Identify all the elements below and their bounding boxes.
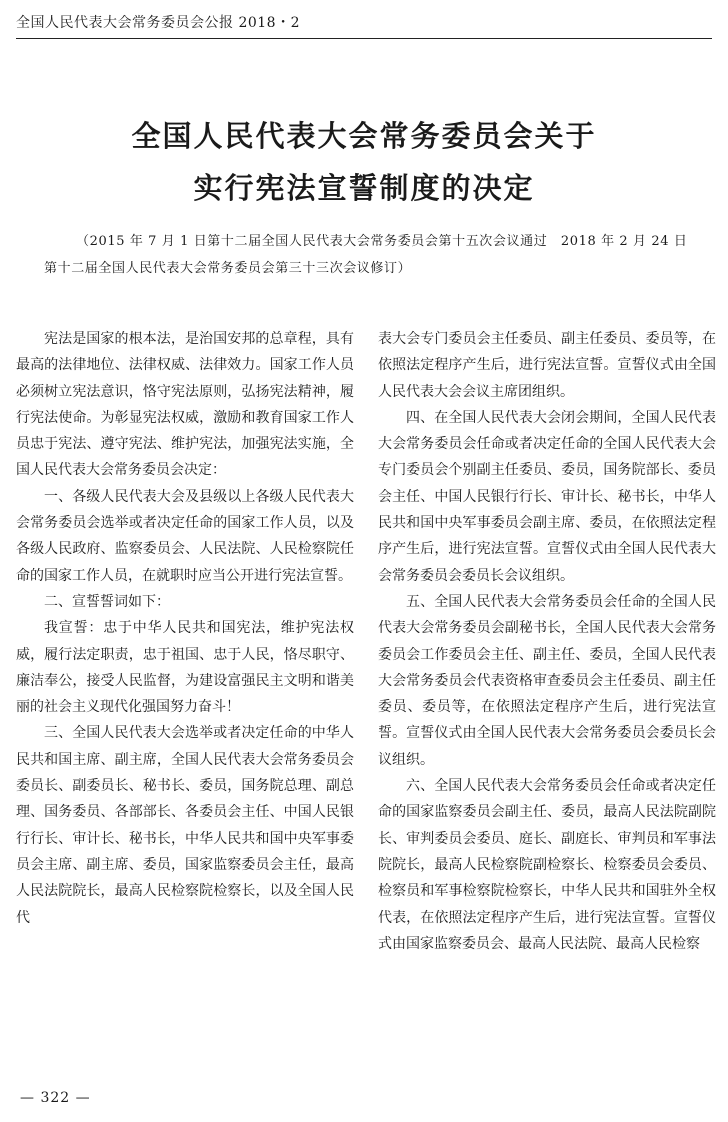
right-column xyxy=(378,326,716,957)
adoption-note: （2015 年 7 月 1 日第十二届全国人民代表大会常务委员会第十五次会议通过 2018 年 2 月 24 日第十二届全国人民代表大会常务委员会第三十三次会议修订） xyxy=(44,234,688,276)
page-header: 全国人民代表大会常务委员会公报 2018・2 xyxy=(16,8,712,39)
page-number: — 322 — xyxy=(20,1090,91,1106)
oath-text-paragraph: 我宣誓：忠于中华人民共和国宪法，维护宪法权威，履行法定职责，忠于祖国、忠于人民，恪尽职守、廉洁奉公，接受人民监督，为建设富强民主文明和谐美丽的社会主义现代化强国努力奋斗！ xyxy=(16,620,354,716)
article-3-continuation: 表大会专门委员会主任委员、副主任委员、委员等，在依照法定程序产生后，进行宪法宣誓。宣誓仪式由全国人民代表大会会议主席团组织。 xyxy=(378,331,716,400)
article-4-paragraph: 四、在全国人民代表大会闭会期间，全国人民代表大会常务委员会任命或者决定任命的全国人民代表大会专门委员会个别副主任委员、委员，国务院部长、委员会主任、中国人民银行行长、审计长、秘书长，中华人民共和国中央军事委员会副主席、委员，在依照法定程序产生后，进行宪法宣誓。宣誓仪式由全国人民代表大会常务委员会委员长会议组织。 xyxy=(378,409,716,584)
article-1-paragraph: 一、各级人民代表大会及县级以上各级人民代表大会常务委员会选举或者决定任命的国家工作人员，以及各级人民政府、监察委员会、人民法院、人民检察院任命的国家工作人员，在就职时应当公开进行宪法宣誓。 xyxy=(16,488,354,584)
title-line-1: 全国人民代表大会常务委员会关于 xyxy=(131,119,597,153)
document-title xyxy=(0,110,728,214)
preamble-paragraph: 宪法是国家的根本法，是治国安邦的总章程，具有最高的法律地位、法律权威、法律效力。国家工作人员必须树立宪法意识，恪守宪法原则，弘扬宪法精神，履行宪法使命。为彰显宪法权威，激励和教育国家工作人员忠于宪法、遵守宪法、维护宪法，加强宪法实施，全国人民代表大会常务委员会决定： xyxy=(16,331,354,479)
title-line-2: 实行宪法宣誓制度的决定 xyxy=(193,171,535,205)
article-3-paragraph: 三、全国人民代表大会选举或者决定任命的中华人民共和国主席、副主席，全国人民代表大会常务委员会委员长、副委员长、秘书长、委员，国务院总理、副总理、国务委员、各部部长、各委员会主任、中国人民银行行长、审计长、秘书长，中华人民共和国中央军事委员会主席、副主席、委员，国家监察委员会主任，最高人民法院院长，最高人民检察院检察长，以及全国人民代 xyxy=(16,725,354,926)
article-5-paragraph: 五、全国人民代表大会常务委员会任命的全国人民代表大会常务委员会副秘书长，全国人民代表大会常务委员会工作委员会主任、副主任、委员，全国人民代表大会常务委员会代表资格审查委员会主任委员、副主任委员、委员等，在依照法定程序产生后，进行宪法宣誓。宣誓仪式由全国人民代表大会常务委员会委员长会议组织。 xyxy=(378,593,716,768)
left-column xyxy=(16,326,354,931)
article-6-paragraph: 六、全国人民代表大会常务委员会任命或者决定任命的国家监察委员会副主任、委员，最高人民法院副院长、审判委员会委员、庭长、副庭长、审判员和军事法院院长，最高人民检察院副检察长、检察委员会委员、检察员和军事检察院检察长，中华人民共和国驻外全权代表，在依照法定程序产生后，进行宪法宣誓。宣誓仪式由国家监察委员会、最高人民法院、最高人民检察 xyxy=(378,778,716,952)
article-2-paragraph: 二、宣誓誓词如下： xyxy=(44,593,170,610)
